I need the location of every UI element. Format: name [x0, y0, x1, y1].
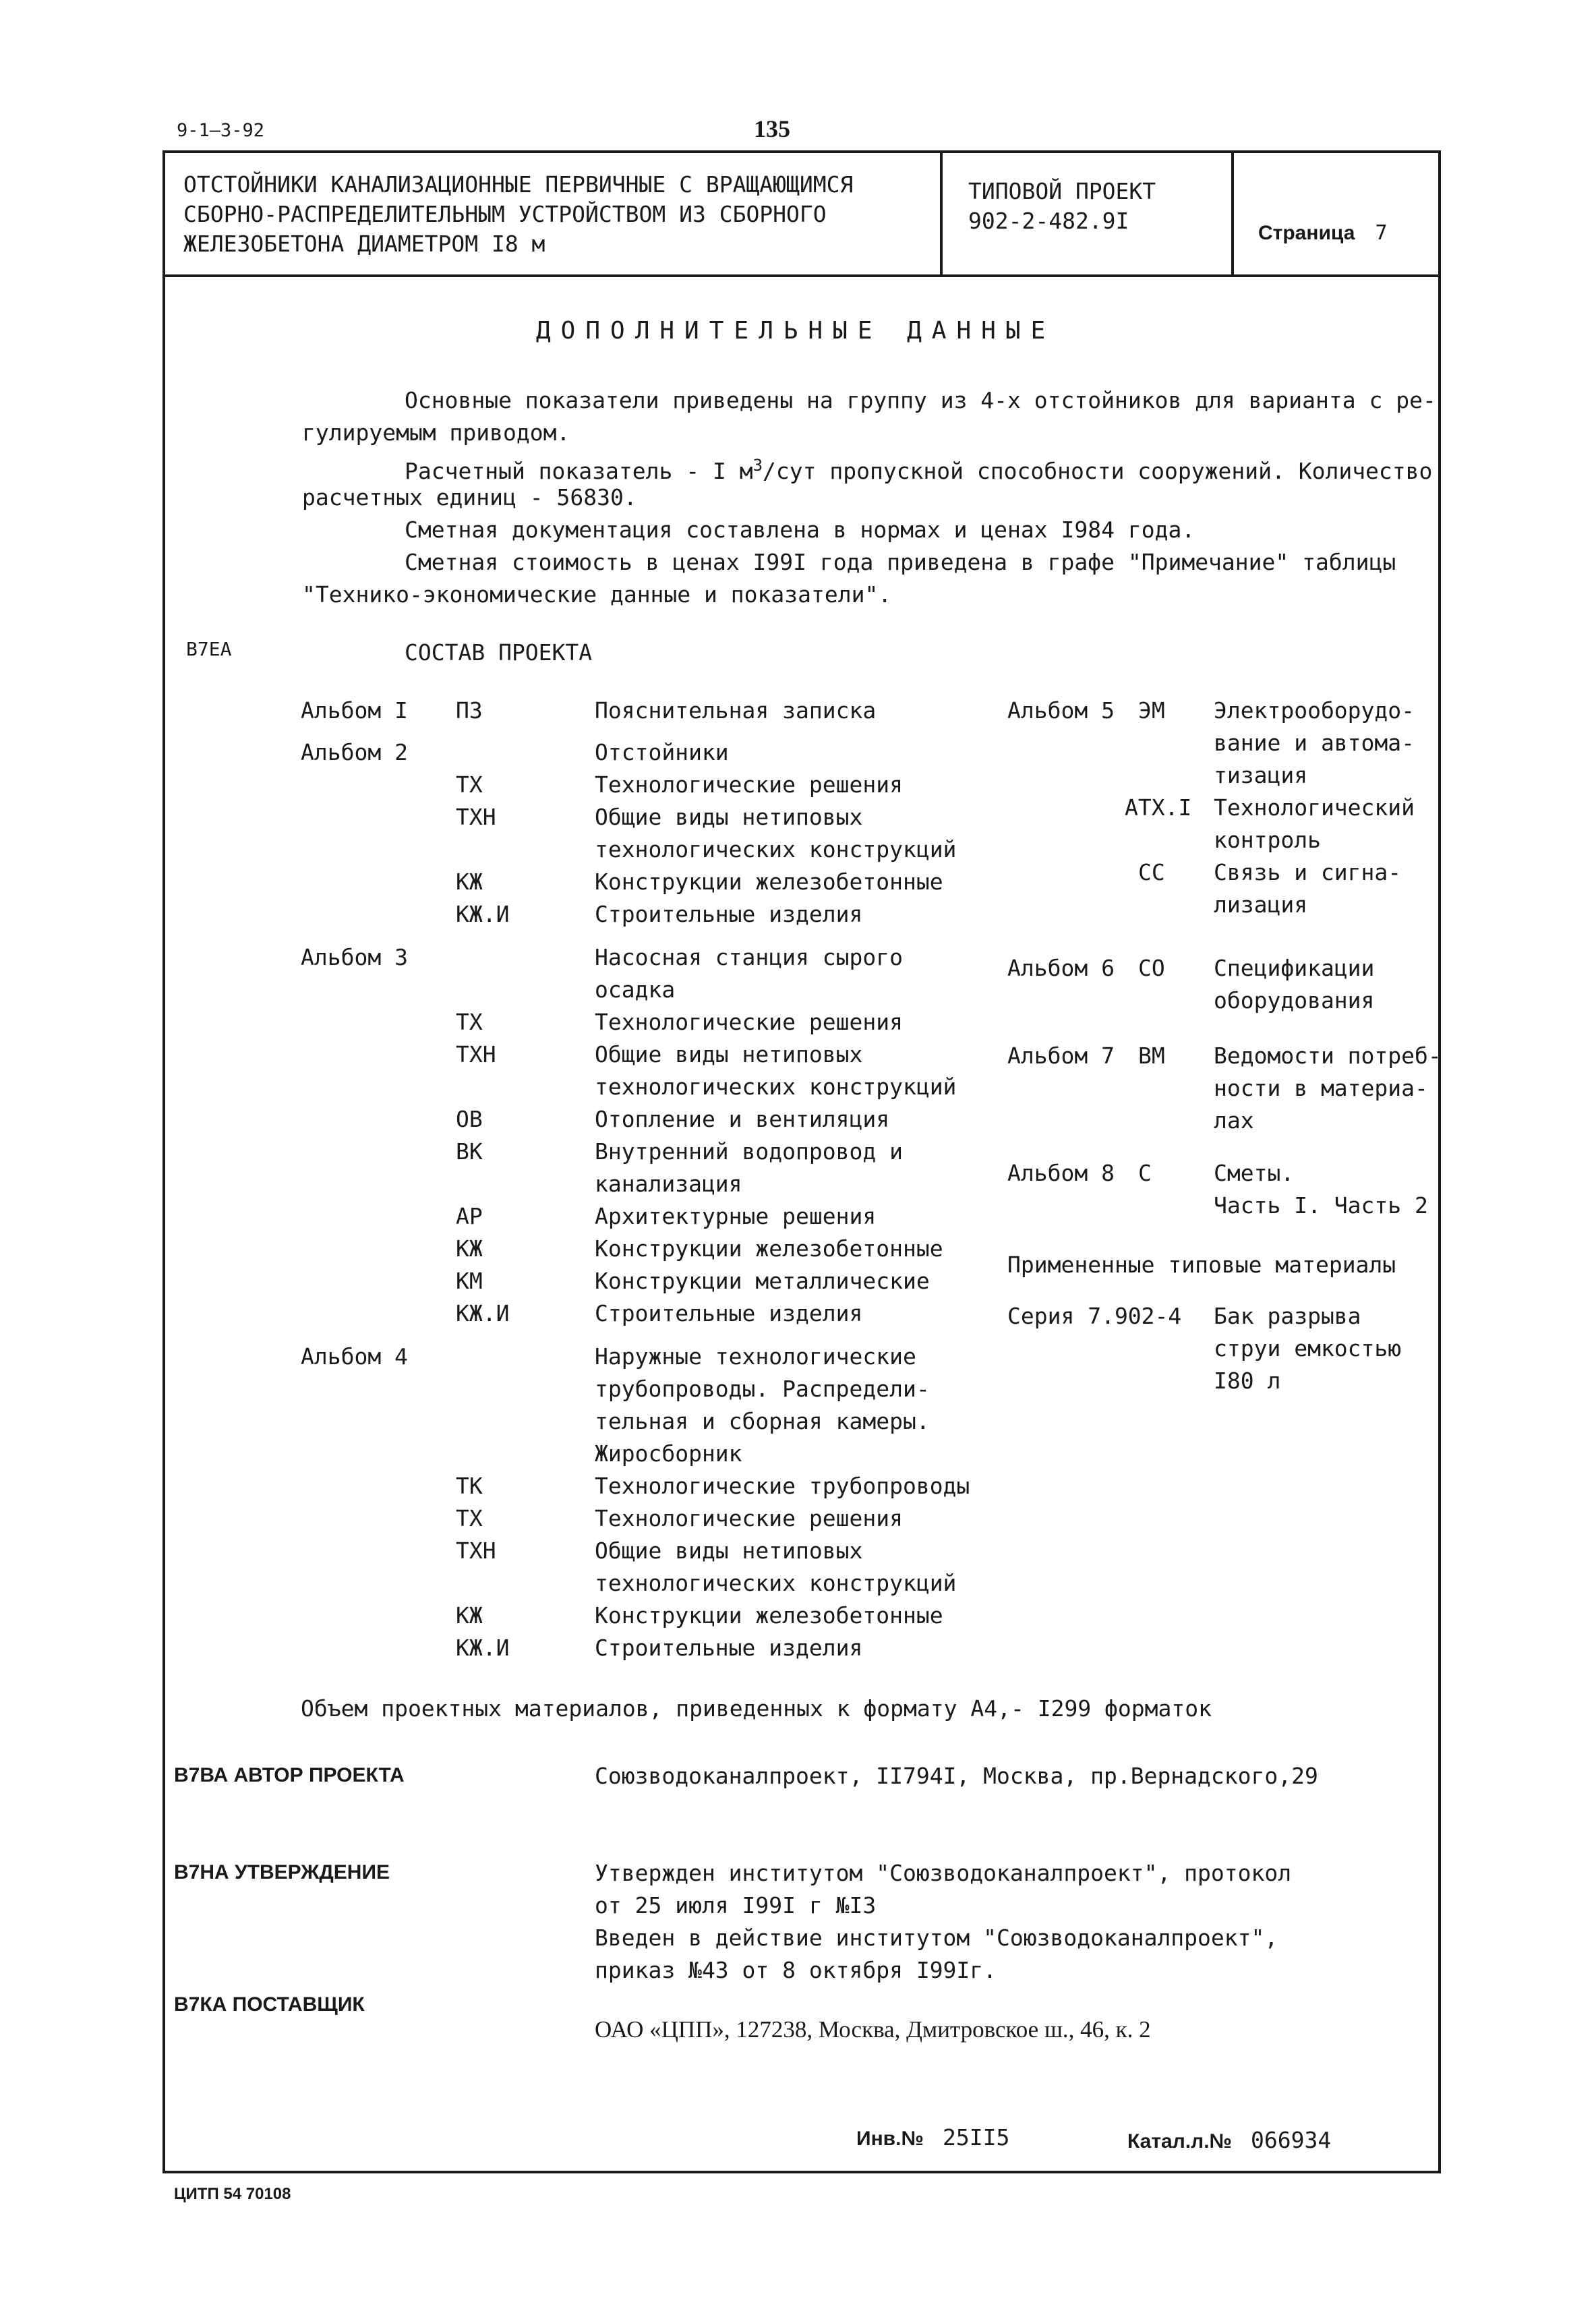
section-description: Пояснительная записка [595, 697, 877, 724]
section-description: Технологические трубопроводы [595, 1473, 970, 1499]
section-description: ности в материа- [1214, 1075, 1428, 1101]
paragraph-2-part-a: Расчетный показатель - I м [405, 458, 753, 484]
section-description: трубопроводы. Распредели- [595, 1376, 930, 1402]
section-description: осадка [595, 976, 676, 1003]
section-code: ТХН [456, 1538, 496, 1564]
section-description: вание и автома- [1214, 730, 1415, 756]
inventory-number [856, 2124, 1009, 2150]
section-description: Технологические решения [595, 1009, 903, 1035]
project-label: ТИПОВОЙ ПРОЕКТ [968, 178, 1156, 204]
series-description [1214, 1300, 1401, 1397]
approval-line-1: Утвержден институтом "Союзводоканалпроект", протокол [595, 1860, 1292, 1886]
section-description: Технологические решения [595, 771, 903, 798]
section-description: Ведомости потреб- [1214, 1043, 1442, 1069]
section-description: Внутренний водопровод и [595, 1138, 903, 1165]
section-code: ТХ [456, 771, 483, 798]
section-description: Общие виды нетиповых [595, 804, 863, 830]
section-code: СС [1138, 859, 1165, 885]
section-description: Конструкции железобетонные [595, 1235, 943, 1262]
header-divider-2 [1231, 150, 1234, 277]
section-description: Строительные изделия [595, 901, 863, 927]
section-code: КЖ [456, 1235, 483, 1262]
section-code: ТХ [456, 1009, 483, 1035]
paragraph-2-line-2: расчетных единиц - 56830. [302, 484, 637, 510]
superscript-3: 3 [752, 456, 763, 475]
section-code: ТХН [456, 1041, 496, 1067]
section-description: технологических конструкций [595, 1074, 957, 1100]
album-label: Альбом 8 [1007, 1160, 1115, 1186]
section-description: канализация [595, 1171, 742, 1197]
series-line: струи емкостью [1214, 1335, 1402, 1362]
section-description: лах [1214, 1107, 1254, 1134]
document-code: 9-1—3-92 [177, 120, 265, 141]
section-description: технологических конструкций [595, 1570, 957, 1596]
catalog-number [1127, 2127, 1331, 2153]
album-label: Альбом 3 [301, 944, 408, 970]
author-label: В7ВА АВТОР ПРОЕКТА [174, 1764, 405, 1786]
paragraph-1-line-2: гулируемым приводом. [302, 419, 570, 446]
section-code: КМ [456, 1268, 483, 1294]
section-description: контроль [1214, 827, 1321, 853]
header-title-line-3: ЖЕЛЕЗОБЕТОНА ДИАМЕТРОМ I8 м [183, 231, 545, 257]
header-title-line-2: СБОРНО-РАСПРЕДЕЛИТЕЛЬНЫМ УСТРОЙСТВОМ ИЗ СБОРНОГО [183, 201, 827, 227]
page-label: Страница [1258, 222, 1355, 244]
album-label: Альбом 4 [301, 1343, 408, 1370]
section-code: ЭМ [1138, 697, 1165, 724]
section-description: технологических конструкций [595, 836, 957, 862]
section-description: Конструкции металлические [595, 1268, 930, 1294]
section-description: Общие виды нетиповых [595, 1041, 863, 1067]
section-description: Конструкции железобетонные [595, 1602, 943, 1629]
approval-line-3: Введен в действие институтом "Союзводоканалпроект", [595, 1925, 1278, 1951]
page-number: 135 [754, 115, 790, 142]
section-code: С [1138, 1160, 1152, 1186]
section-description: Строительные изделия [595, 1300, 863, 1326]
author-text: Союзводоканалпроект, II794I, Москва, пр.Вернадского,29 [595, 1763, 1318, 1789]
section-description: Строительные изделия [595, 1635, 863, 1661]
section-code: КЖ.И [456, 1635, 510, 1661]
section-description: Технологический [1214, 794, 1415, 821]
paragraph-4-line-1: Сметная стоимость в ценах I99I года приведена в графе "Примечание" таблицы [405, 549, 1396, 575]
inventory-label: Инв.№ [856, 2128, 924, 2150]
paragraph-3: Сметная документация составлена в нормах и ценах I984 года. [405, 517, 1195, 543]
section-description: Отопление и вентиляция [595, 1106, 890, 1132]
approval-line-2: от 25 июля I99I г №I3 [595, 1892, 877, 1919]
section-code: ВМ [1138, 1043, 1165, 1069]
series-line: I80 л [1214, 1368, 1281, 1394]
section-code: ТХН [456, 804, 496, 830]
section-code: СО [1138, 955, 1165, 981]
section-code: КЖ.И [456, 901, 510, 927]
paragraph-2-part-b: /сут пропускной способности сооружений. Количество [763, 458, 1433, 484]
catalog-value: 066934 [1251, 2127, 1332, 2153]
inventory-value: 25II5 [942, 2124, 1010, 2150]
section-code: КЖ [456, 869, 483, 895]
section-description: Связь и сигна- [1214, 859, 1402, 885]
section-description: Сметы. [1214, 1160, 1295, 1186]
catalog-label: Катал.л.№ [1127, 2130, 1232, 2153]
section-description: тельная и сборная камеры. [595, 1408, 930, 1434]
page-cell [1258, 221, 1388, 245]
composition-heading: СОСТАВ ПРОЕКТА [405, 639, 593, 666]
page-value: 7 [1375, 221, 1388, 245]
typical-materials-heading: Примененные типовые материалы [1007, 1252, 1396, 1278]
section-code: КЖ [456, 1602, 483, 1629]
section-code: АТХ.I [1125, 794, 1192, 821]
section-description: Часть I. Часть 2 [1214, 1192, 1428, 1219]
paragraph-4-line-2: "Технико-экономические данные и показатели". [302, 581, 892, 608]
supplier-label: В7КА ПОСТАВЩИК [174, 1993, 365, 2016]
header-divider-1 [940, 150, 943, 277]
section-code: ОВ [456, 1106, 483, 1132]
project-cell [968, 177, 1156, 236]
header-title-line-1: ОТСТОЙНИКИ КАНАЛИЗАЦИОННЫЕ ПЕРВИЧНЫЕ С ВРАЩАЮЩИМСЯ [183, 171, 854, 198]
section-code: АР [456, 1203, 483, 1229]
volume-text: Объем проектных материалов, приведенных к формату А4,- I299 форматок [301, 1695, 1212, 1722]
section-description: Электрооборудо- [1214, 697, 1415, 724]
section-description: оборудования [1214, 987, 1375, 1014]
album-label: Альбом 6 [1007, 955, 1115, 981]
supplier-text: ОАО «ЦПП», 127238, Москва, Дмитровское ш., 46, к. 2 [595, 2016, 1151, 2043]
section-description: Общие виды нетиповых [595, 1538, 863, 1564]
section-description: Отстойники [595, 739, 729, 765]
section-title: ДОПОЛНИТЕЛЬНЫЕ ДАННЫЕ [536, 317, 1056, 345]
section-description: Жиросборник [595, 1440, 742, 1467]
section-description: Архитектурные решения [595, 1203, 877, 1229]
section-description: Технологические решения [595, 1505, 903, 1531]
composition-code: В7ЕА [186, 638, 232, 660]
section-description: Конструкции железобетонные [595, 869, 943, 895]
approval-label: В7НА УТВЕРЖДЕНИЕ [174, 1861, 390, 1883]
bottom-code: ЦИТП 54 70108 [174, 2185, 291, 2203]
section-description: лизация [1214, 891, 1308, 918]
section-code: ТК [456, 1473, 483, 1499]
series-label: Серия 7.902-4 [1007, 1303, 1182, 1329]
project-number: 902-2-482.9I [968, 208, 1129, 234]
section-code: ПЗ [456, 697, 483, 724]
section-description: Спецификации [1214, 955, 1375, 981]
header-title [183, 170, 853, 259]
album-label: Альбом 7 [1007, 1043, 1115, 1069]
section-code: ТХ [456, 1505, 483, 1531]
album-label: Альбом 2 [301, 739, 408, 765]
album-label: Альбом 5 [1007, 697, 1115, 724]
section-code: ВК [456, 1138, 483, 1165]
approval-line-4: приказ №43 от 8 октября I99Iг. [595, 1957, 997, 1983]
section-code: КЖ.И [456, 1300, 510, 1326]
section-description: тизация [1214, 762, 1308, 788]
section-description: Наружные технологические [595, 1343, 916, 1370]
section-description: Насосная станция сырого [595, 944, 903, 970]
series-line: Бак разрыва [1214, 1303, 1361, 1329]
album-label: Альбом I [301, 697, 408, 724]
paragraph-1-line-1: Основные показатели приведены на группу из 4-х отстойников для варианта с ре- [405, 387, 1436, 413]
